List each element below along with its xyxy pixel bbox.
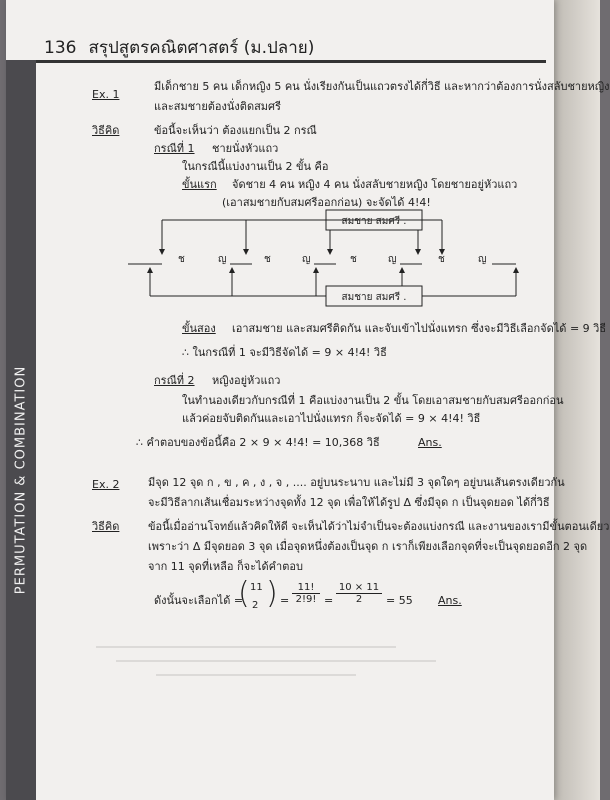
chapter-spine (6, 60, 36, 800)
ex1-case1-result: ∴ ในกรณีที่ 1 จะมีวิธีจัดได้ = 9 × 4!4! วิธี (182, 346, 387, 359)
diagram-bottom-box-label: สมชาย สมศรี . (341, 292, 407, 303)
binom-bottom: 2 (252, 600, 259, 611)
ex2-label: Ex. 2 (92, 478, 120, 491)
slot-2: ญ (218, 254, 227, 265)
slot-6: ญ (388, 254, 397, 265)
ex1-answer-line: ∴ คำตอบของข้อนี้คือ 2 × 9 × 4!4! = 10,368 วิธี (136, 436, 380, 449)
slot-5: ช (350, 254, 357, 265)
ex2-solution-label: วิธีคิด (92, 520, 120, 533)
ex1-step2-text: เอาสมชาย และสมศรีติดกัน และจับเข้าไปนั่งแทรก ซึ่งจะมีวิธีเลือกจัดได้ = 9 วิธี (232, 322, 607, 335)
ex1-case1-label: กรณีที่ 1 (154, 142, 195, 155)
ex1-step2-label: ขั้นสอง (182, 322, 216, 335)
frac1-denominator: 2!9! (295, 594, 317, 605)
fraction-1 (292, 582, 320, 605)
ex2-ans: Ans. (438, 594, 462, 607)
page-title: สรุปสูตรคณิตศาสตร์ (ม.ปลาย) (88, 38, 315, 58)
ex1-case2-line1: ในทำนองเดียวกับกรณีที่ 1 คือแบ่งงานเป็น 2 ขั้น โดยเอาสมชายกับสมศรีออกก่อน (182, 394, 564, 407)
diagram-slots (128, 254, 516, 265)
ex1-case2-line2: แล้วค่อยจับติดกันและเอาไปนั่งแทรก ก็จะจัดได้ = 9 × 4!4! วิธี (182, 412, 481, 425)
ex1-case1-line1: ในกรณีนี้แบ่งงานเป็น 2 ขั้น คือ (182, 160, 329, 173)
ex1-case1-title: ชายนั่งหัวแถว (212, 142, 279, 155)
page-number: 136 (44, 38, 77, 58)
frac2-numerator: 10 × 11 (336, 582, 382, 594)
ex1-case2-title: หญิงอยู่หัวแถว (212, 374, 281, 387)
slot-4: ญ (302, 254, 311, 265)
ex2-result-value: = 55 (386, 594, 413, 607)
ex1-step1-text: จัดชาย 4 คน หญิง 4 คน นั่งสลับชายหญิง โดยชายอยู่หัวแถว (232, 178, 518, 191)
diagram-top-box-label: สมชาย สมศรี . (341, 216, 407, 227)
ex1-step1-note: (เอาสมชายกับสมศรีออกก่อน) จะจัดได้ 4!4! (222, 196, 431, 209)
ex2-solution-line2: เพราะว่า Δ มีจุดยอด 3 จุด เมื่อจุดหนึ่งต้องเป็นจุด ก เราก็เพียงเลือกจุดที่จะเป็นจุดยอดอีก 2 จุด (148, 540, 588, 553)
ex1-question-line2: และสมชายต้องนั่งติดสมศรี (154, 100, 281, 113)
ex1-solution-intro: ข้อนี้จะเห็นว่า ต้องแยกเป็น 2 กรณี (154, 124, 317, 137)
bleed-through (96, 640, 456, 700)
ex2-question-line2: จะมีวิธีลากเส้นเชื่อมระหว่างจุดทั้ง 12 จุด เพื่อให้ได้รูป Δ ซึ่งมีจุด ก เป็นจุดยอด ได้กี่วิธี (148, 496, 550, 509)
ex1-solution-label: วิธีคิด (92, 124, 120, 137)
book-page: PERMUTATION & COMBINATION 136 สรุปสูตรคณิตศาสตร์ (ม.ปลาย) Ex. 1 มีเด็กชาย 5 คน เด็กหญิง 5 คน นั่งเรียงกันเป็นแถวตรงได้กี่วิธี และหากว่าต้องการนั่งสลับชายหญิง และสมชายต้องนั่งติดสมศรี วิธีคิด ข้อนี้จะเห็นว่า ต้องแยกเป็น 2 กรณี กรณีที่ 1 ชายนั่งหัวแถว ในกรณีนี้แบ่งงานเป็น 2 ขั้น คือ ขั้นแรก จัดชาย 4 คน หญิง 4 คน นั่งสลับชายหญิง โดยชายอยู่หัวแถว (เอาสมชายกับสมศรีออกก่อน) จะจัดได้ 4!4! สมชาย สมศรี . ช ญ ช ญ ช ญ ช ญ สมชาย สมศรี . ขั้นสอง เอาสมชาย และสมศรีติดกัน และจับเข้าไปนั่งแทรก ซึ่งจะมีวิธีเลือกจัดได้ = 9 วิธี ∴ ในกรณีที่ 1 จะมีวิธีจัดได้ = 9 × 4!4! วิธี กรณีที่ 2 หญิงอยู่หัวแถว ในทำนองเดียวกับกรณีที่ 1 คือแบ่งงานเป็น 2 ขั้น โดยเอาสมชายกับสมศรีออกก่อน แล้วค่อยจับติดกันและเอาไปนั่งแทรก ก็จะจัดได้ = 9 × 4!4! วิธี ∴ คำตอบของข้อนี้คือ 2 × 9 × 4!4! = 10,368 วิธี Ans. Ex. 2 มีจุด 12 จุด ก , ข , ค , ง , จ , .... อยู่บนระนาบ และไม่มี 3 จุดใดๆ อยู่บนเส้นตรงเดียวกัน จะมีวิธีลากเส้นเชื่อมระหว่างจุดทั้ง 12 จุด เพื่อให้ได้รูป Δ ซึ่งมีจุด ก เป็นจุดยอด ได้กี่วิธี วิธีคิด ข้อนี้เมื่ออ่านโจทย์แล้วคิดให้ดี จะเห็นได้ว่าไม่จำเป็นจะต้องแบ่งกรณี และงานของเรามีขั้นตอนเดียว เพราะว่า Δ มีจุดยอด 3 จุด เมื่อจุดหนึ่งต้องเป็นจุด ก เราก็เพียงเลือกจุดที่จะเป็นจุดยอดอีก 2 จุด จาก 11 จุดที่เหลือ ก็จะได้คำตอบ ดังนั้นจะเลือกได้ = ( 11 2 ) = $\frac{11!}{2!9!}$ = $\frac{10 \times 11}{2}$ = 55 Ans. (6, 0, 554, 800)
chapter-spine-label: PERMUTATION & COMBINATION (13, 365, 29, 595)
ex1-ans: Ans. (418, 436, 442, 449)
ex2-result-prefix: ดังนั้นจะเลือกได้ = (154, 594, 244, 607)
header-rule (36, 60, 546, 63)
slot-3: ช (264, 254, 271, 265)
frac1-numerator: 11! (292, 582, 320, 594)
ex2-solution-line1: ข้อนี้เมื่ออ่านโจทย์แล้วคิดให้ดี จะเห็นได้ว่าไม่จำเป็นจะต้องแบ่งกรณี และงานของเรามีขั้นตอนเดียว (148, 520, 610, 533)
ex1-question-line1: มีเด็กชาย 5 คน เด็กหญิง 5 คน นั่งเรียงกันเป็นแถวตรงได้กี่วิธี และหากว่าต้องการนั่งสลับชายหญิง (154, 80, 610, 93)
frac2-denominator: 2 (355, 594, 363, 605)
ex1-step1-label: ขั้นแรก (182, 178, 217, 191)
page-header (44, 34, 314, 61)
slot-7: ช (438, 254, 445, 265)
fraction-2 (336, 582, 382, 605)
binomial-coefficient: ( 11 2 ) (238, 576, 278, 611)
ex2-question-line1: มีจุด 12 จุด ก , ข , ค , ง , จ , .... อยู่บนระนาบ และไม่มี 3 จุดใดๆ อยู่บนเส้นตรงเดียวกัน (148, 476, 565, 489)
slot-1: ช (178, 254, 185, 265)
slot-8: ญ (478, 254, 487, 265)
seating-diagram (126, 208, 526, 312)
ex2-solution-line3: จาก 11 จุดที่เหลือ ก็จะได้คำตอบ (148, 560, 303, 573)
ex1-label: Ex. 1 (92, 88, 120, 101)
ex1-case2-label: กรณีที่ 2 (154, 374, 195, 387)
binom-top: 11 (250, 582, 263, 593)
